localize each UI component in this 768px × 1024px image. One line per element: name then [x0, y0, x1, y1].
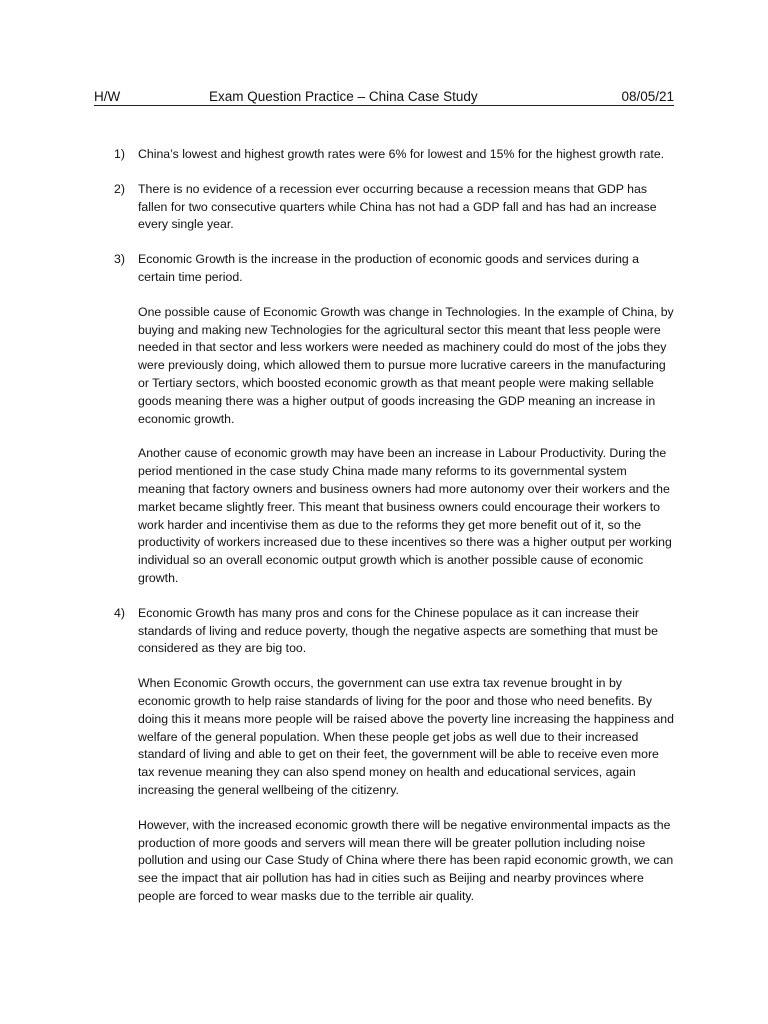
question-number: 3) — [114, 252, 125, 267]
question-3 — [94, 251, 676, 588]
header-date: 08/05/21 — [621, 89, 674, 104]
answer-paragraph: China’s lowest and highest growth rates were 6% for lowest and 15% for the highest growth rate. — [138, 147, 665, 161]
question-4 — [94, 605, 676, 906]
question-number: 2) — [114, 181, 125, 196]
answer-paragraph: Another cause of economic growth may have been an increase in Labour Productivity. During the period mentioned in the case study China made many reforms to its governmental system meaning that factory owners and business owners had more autonomy over their workers and the market became slightly freer. This meant that business owners could encourage their workers to work harder and incentivise them as due to the reforms they get more benefit out of it, so the productivity of workers increased due to these incentives so there was a higher output per working individual so an overall economic output growth which is another possible cause of economic growth. — [138, 446, 672, 585]
question-number: 4) — [114, 605, 125, 620]
question-1 — [94, 146, 676, 164]
answer-paragraph: Economic Growth has many pros and cons for the Chinese populace as it can increase their standards of living and reduce poverty, though the negative aspects are something that must be considered as they are big too. — [138, 605, 658, 656]
document-title: Exam Question Practice – China Case Study — [209, 89, 478, 104]
header-underline — [94, 105, 674, 106]
answer-paragraph: Economic Growth is the increase in the production of economic goods and services during a certain time period. — [138, 252, 640, 284]
question-list — [94, 146, 676, 923]
answer-paragraph: There is no evidence of a recession ever occurring because a recession means that GDP has fallen for two consecutive quarters while China has not had a GDP fall and has had an increase every single year. — [138, 181, 657, 232]
page-header — [94, 88, 674, 106]
question-number: 1) — [114, 147, 125, 161]
question-2 — [94, 181, 676, 234]
header-label: H/W — [94, 89, 121, 104]
answer-paragraph: However, with the increased economic growth there will be negative environmental impacts as the production of more goods and servers will mean there will be greater pollution including noise pollution and using our Case Study of China where there has been rapid economic growth, we can see the impact that air pollution has had in cities such as Beijing and nearby provinces where people are forced to wear masks due to the terrible air quality. — [138, 817, 674, 903]
answer-paragraph: One possible cause of Economic Growth was change in Technologies. In the example of China, by buying and making new Technologies for the agricultural sector this meant that less people were needed in that sector and less workers were needed as machinery could do most of the jobs they were previously doing, which allowed them to pursue more lucrative careers in the manufacturing or Tertiary sectors, which boosted economic growth as that meant people were making sellable goods meaning there was a higher output of goods increasing the GDP meaning an increase in economic growth. — [138, 304, 674, 426]
answer-paragraph: When Economic Growth occurs, the government can use extra tax revenue brought in by economic growth to help raise standards of living for the poor and those who need benefits. By doing this it means more people will be raised above the poverty line increasing the happiness and welfare of the general population. When these people get jobs as well due to their increased standard of living and able to get on their feet, the government will be able to receive even more tax revenue meaning they can also spend money on health and educational services, again increasing the general wellbeing of the citizenry. — [138, 676, 674, 797]
